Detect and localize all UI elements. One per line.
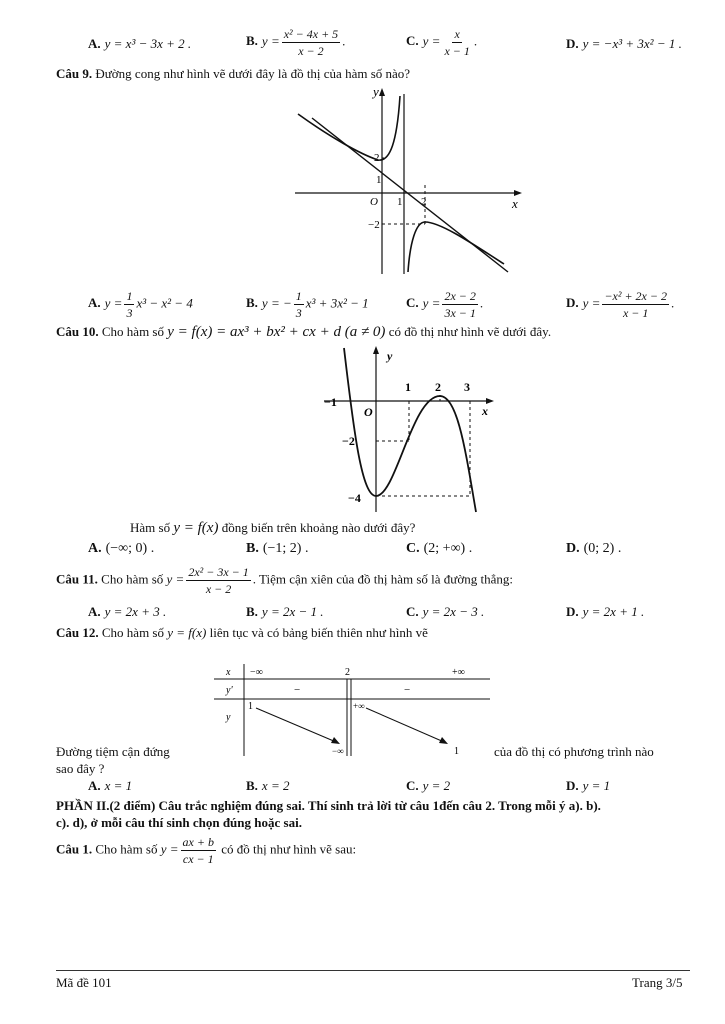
x-tick-label: 2 — [435, 380, 441, 394]
option-text: (−∞; 0) . — [105, 541, 155, 556]
table-value: 2 — [345, 667, 350, 678]
option-label: A. — [88, 36, 101, 51]
table-value: −∞ — [250, 667, 263, 678]
option-text: y = −x³ + 3x² − 1 . — [582, 36, 682, 51]
q8-option-a[interactable] — [88, 36, 191, 52]
x-axis-label: x — [512, 196, 518, 211]
fraction — [181, 836, 216, 865]
option-label: B. — [246, 604, 258, 619]
fraction — [282, 28, 340, 57]
denominator: 3 — [295, 306, 302, 320]
option-label: C. — [406, 541, 420, 556]
option-text: (0; 2) . — [583, 541, 622, 556]
question-text: y = — [160, 841, 179, 857]
question-text: . Tiệm cận xiên của đồ thị hàm số là đường thẳng: — [252, 571, 513, 587]
option-text: y = x³ − 3x + 2 . — [104, 36, 192, 51]
q10-option-b[interactable] — [246, 541, 308, 557]
part2-heading-line1: PHẦN II.(2 điểm) Câu trắc nghiệm đúng sai. Thí sinh trả lời từ câu 1đến câu 2. Trong mỗi ý a). b). — [56, 798, 601, 813]
q10-graph — [318, 344, 504, 514]
y-tick-label: 2 — [374, 152, 380, 164]
function-formula: y = f(x) = ax³ + bx² + cx + d (a ≠ 0) — [167, 324, 386, 340]
option-text: . — [342, 33, 346, 49]
option-text: y = − — [261, 295, 292, 311]
option-label: C. — [406, 778, 419, 793]
q9-option-d[interactable] — [566, 290, 674, 319]
curve-right-branch — [408, 222, 504, 272]
option-label: A. — [88, 295, 101, 311]
table-value: 1 — [454, 746, 459, 757]
option-label: D. — [566, 36, 579, 51]
option-text: y = — [422, 295, 441, 311]
question-text: Hàm số — [130, 520, 171, 535]
option-text: y = 2x − 1 . — [261, 604, 324, 619]
denominator: 3 — [126, 306, 133, 320]
table-value: +∞ — [353, 701, 365, 711]
option-label: B. — [246, 778, 258, 793]
q12-option-b[interactable] — [246, 778, 289, 794]
question-number: Câu 9. — [56, 66, 93, 81]
option-label: A. — [88, 604, 101, 619]
function-formula: y = f(x) — [167, 625, 207, 640]
option-text: (2; +∞) . — [423, 541, 473, 556]
function-formula: y = f(x) — [173, 520, 219, 536]
q12-option-c[interactable] — [406, 778, 450, 794]
decreasing-arrowhead — [439, 737, 448, 744]
q8-option-c[interactable] — [406, 28, 477, 57]
q11-stem — [56, 566, 513, 595]
q9-graph — [290, 82, 530, 278]
row-label: y' — [226, 685, 233, 696]
footer-divider — [56, 970, 690, 971]
table-value: +∞ — [452, 667, 465, 678]
option-text: y = 2x − 3 . — [422, 604, 485, 619]
option-label: B. — [246, 295, 258, 311]
y-tick-label: −2 — [342, 434, 355, 448]
x-tick-label: −1 — [324, 395, 337, 409]
numerator: 2x − 2 — [444, 289, 476, 303]
numerator: −x² + 2x − 2 — [604, 289, 667, 303]
option-label: A. — [88, 778, 101, 793]
x-axis-label: x — [482, 404, 488, 418]
y-axis-arrow — [373, 346, 379, 354]
q11-option-d[interactable] — [566, 604, 644, 620]
fraction — [124, 290, 134, 319]
q10-option-c[interactable] — [406, 541, 472, 557]
origin-label: O — [364, 405, 373, 419]
table-value: − — [294, 684, 301, 696]
question-text: Cho hàm số — [101, 625, 164, 640]
table-value: −∞ — [332, 746, 344, 756]
option-label: C. — [406, 33, 419, 49]
question-number: Câu 1. — [56, 841, 93, 857]
fraction — [602, 290, 669, 319]
question-text: Cho hàm số — [95, 841, 158, 857]
option-text: y = — [104, 295, 123, 311]
question-text: Cho hàm số — [101, 324, 164, 339]
option-text: y = 2x + 3 . — [104, 604, 167, 619]
option-label: D. — [566, 604, 579, 619]
decreasing-arrow — [256, 708, 336, 742]
q11-option-b[interactable] — [246, 604, 324, 620]
numerator: ax + b — [182, 835, 214, 849]
y-tick-label: −4 — [348, 491, 361, 505]
question-text: y = — [166, 571, 185, 587]
fraction — [442, 290, 477, 319]
q9-stem — [56, 66, 410, 82]
footer-exam-code: Mã đề 101 — [56, 975, 112, 990]
numerator: 1 — [126, 289, 133, 303]
q9-option-b[interactable] — [246, 290, 369, 319]
x-tick-label: 1 — [405, 380, 411, 394]
question-text: đồng biến trên khoảng nào dưới đây? — [221, 520, 416, 535]
option-text: x = 1 — [104, 778, 133, 793]
fraction — [442, 28, 471, 57]
table-value: 1 — [248, 701, 253, 712]
option-text: . — [473, 33, 478, 49]
question-text: Đường cong như hình vẽ dưới đây là đồ thị của hàm số nào? — [95, 66, 411, 81]
question-number: Câu 10. — [56, 324, 99, 339]
question-number: Câu 12. — [56, 625, 99, 640]
q12-option-d[interactable] — [566, 778, 610, 794]
option-text: y = 2x + 1 . — [582, 604, 645, 619]
option-text: . — [479, 295, 484, 311]
y-axis-arrow — [379, 88, 385, 96]
denominator: x − 1 — [444, 44, 470, 58]
footer-page-number: Trang 3/5 — [632, 975, 683, 990]
decreasing-arrow — [366, 708, 444, 742]
origin-label: O — [370, 196, 378, 208]
numerator: 1 — [295, 289, 302, 303]
row-label: x — [226, 667, 231, 678]
q12-text-left: Đường tiệm cận đứng — [56, 744, 170, 759]
option-label: B. — [246, 33, 258, 49]
q8-option-d[interactable] — [566, 36, 682, 52]
option-label: D. — [566, 778, 579, 793]
p2q1-stem — [56, 836, 356, 865]
option-label: C. — [406, 295, 419, 311]
y-tick-label: 1 — [376, 174, 382, 186]
fraction — [294, 290, 304, 319]
row-label: y — [226, 712, 231, 723]
question-text: có đồ thị như hình vẽ dưới đây. — [388, 324, 552, 339]
denominator: 3x − 1 — [444, 306, 476, 320]
denominator: x − 1 — [622, 306, 649, 320]
q8-option-b[interactable] — [246, 28, 345, 57]
option-text: y = — [582, 295, 601, 311]
q12-option-a[interactable] — [88, 778, 132, 794]
decreasing-arrowhead — [331, 737, 340, 744]
x-tick-label: 2 — [421, 196, 427, 208]
x-tick-label: 1 — [397, 196, 403, 208]
part2-heading-line2: c). d), ở mỗi câu thí sinh chọn đúng hoặc sai. — [56, 815, 302, 830]
option-text: y = 2 — [422, 778, 451, 793]
question-number: Câu 11. — [56, 571, 98, 587]
option-text: y = 1 — [582, 778, 611, 793]
option-label: B. — [246, 541, 259, 556]
q11-option-c[interactable] — [406, 604, 484, 620]
q12-variation-table — [214, 662, 490, 758]
q10-option-a[interactable] — [88, 541, 154, 557]
q12-text-right: của đồ thị có phương trình nào — [494, 744, 654, 759]
y-axis-label: y — [387, 349, 393, 363]
question-text: Cho hàm số — [101, 571, 164, 587]
q10-stem — [56, 324, 551, 341]
y-axis-label: y — [373, 84, 379, 99]
option-text: x³ + 3x² − 1 — [305, 295, 369, 311]
curve-left-branch — [298, 96, 400, 160]
q9-option-a[interactable] — [88, 290, 193, 319]
denominator: cx − 1 — [182, 852, 214, 866]
option-label: D. — [566, 541, 580, 556]
option-text: (−1; 2) . — [262, 541, 309, 556]
q12-stem — [56, 625, 428, 641]
q10-option-d[interactable] — [566, 541, 621, 557]
q9-option-c[interactable] — [406, 290, 483, 319]
denominator: x − 2 — [205, 582, 232, 596]
option-text: y = — [261, 33, 280, 49]
option-label: A. — [88, 541, 102, 556]
fraction — [186, 566, 250, 595]
table-value: − — [404, 684, 411, 696]
option-label: C. — [406, 604, 419, 619]
numerator: x — [454, 27, 460, 41]
option-label: D. — [566, 295, 579, 311]
question-text: có đồ thị như hình vẽ sau: — [221, 841, 357, 857]
option-text: . — [670, 295, 675, 311]
question-text: liên tục và có bảng biến thiên như hình vẽ — [209, 625, 428, 640]
q11-option-a[interactable] — [88, 604, 166, 620]
option-text: x³ − x² − 4 — [136, 295, 193, 311]
option-text: y = — [422, 33, 441, 49]
denominator: x − 2 — [298, 44, 324, 58]
x-tick-label: 3 — [464, 380, 470, 394]
q12-text-cont: sao đây ? — [56, 761, 105, 776]
q10-prompt — [130, 520, 415, 537]
cubic-curve — [344, 348, 476, 512]
numerator: 2x² − 3x − 1 — [188, 565, 249, 579]
y-tick-label: −2 — [368, 219, 380, 231]
numerator: x² − 4x + 5 — [283, 27, 339, 41]
option-text: x = 2 — [261, 778, 290, 793]
